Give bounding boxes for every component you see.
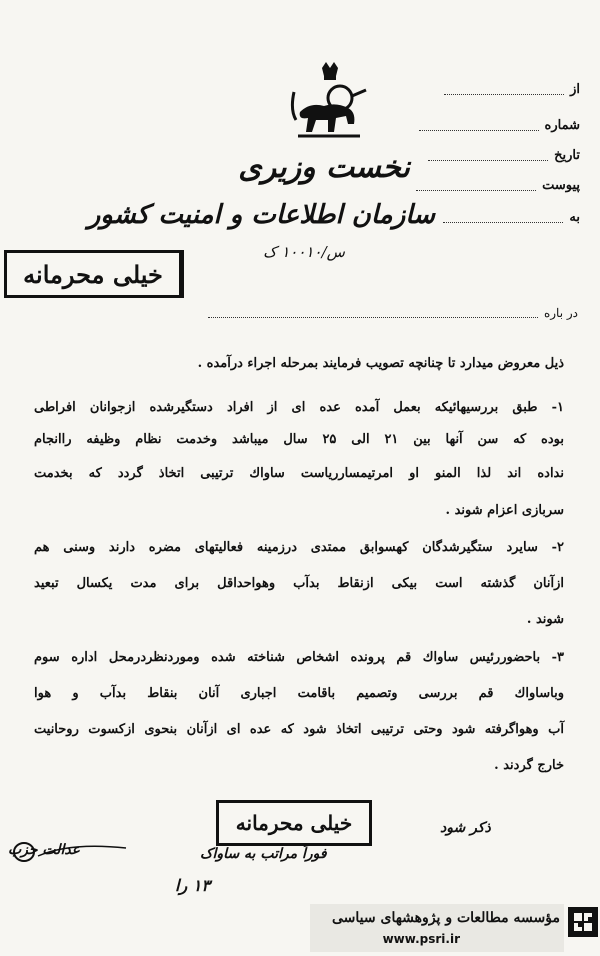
- subject-line: [208, 309, 538, 318]
- date-line: [428, 150, 548, 161]
- letterhead-subtitle: سازمان اطلاعات و امنیت کشور: [87, 200, 435, 230]
- item2-line1: ۲- سایرد ستگیرشدگان کهسوابق ممتدی درزمینه فعالیتهای مضره دارند وسنی هم: [34, 540, 564, 555]
- number-line: [419, 120, 539, 131]
- item1-line4: سربازی اعزام شوند .: [445, 503, 564, 518]
- handwritten-initials: ۱۳ را: [175, 876, 210, 895]
- from-field: [444, 82, 580, 97]
- item3-line4: خارج گردند .: [494, 758, 564, 773]
- to-line: [443, 212, 563, 223]
- document-number: س/۱۰۰۱۰ ک: [263, 243, 345, 261]
- footer-website[interactable]: www.psri.ir: [382, 932, 460, 946]
- lion-and-sun-emblem-icon: [290, 62, 370, 152]
- item2-line2: ازآنان گذشته است بیکی ازنقاط بدآب وهواحداقل برای مدت یکسال تبعید: [34, 576, 564, 591]
- from-line: [444, 84, 564, 95]
- to-field: [443, 210, 580, 225]
- date-label: تاریخ: [554, 148, 580, 163]
- number-field: [419, 118, 580, 133]
- handwritten-note-mid: فوراً مراتب به ساواک: [200, 846, 327, 862]
- handwritten-note-left: عدالت حزب: [8, 842, 81, 858]
- item2-line3: شوند .: [526, 612, 564, 627]
- bottom-classification-stamp: خیلی محرمانه: [216, 800, 372, 846]
- footer-org-name: مؤسسه مطالعات و پژوهشهای سیاسی: [332, 910, 560, 926]
- classification-stamp: خیلی محرمانه: [4, 250, 184, 298]
- attachment-line: [416, 180, 536, 191]
- item1-line1: ۱- طبق بررسیهائیکه بعمل آمده عده ای از افراد دستگیرشده ازجوانان افراطی: [34, 400, 564, 415]
- subject-field: [208, 306, 578, 320]
- to-label: به: [569, 210, 580, 225]
- letterhead-title: نخست وزیری: [238, 150, 410, 185]
- handwritten-signature: ذکر شود: [440, 820, 491, 836]
- item1-line3: نداده اند لذا المنو او امرتیمساررياست ساواك ترتيبی اتخاذ گردد که بخدمت: [34, 466, 564, 481]
- item3-line1: ۳- باحضوررئیس ساواك قم پرونده اشخاص شناخته شده وموردنظردرمحل اداره سوم: [34, 650, 564, 665]
- date-field: [428, 148, 580, 163]
- subject-label: در باره: [543, 306, 578, 320]
- number-label: شماره: [544, 118, 580, 133]
- body-intro: ذیل معروض میدارد تا چنانچه تصویب فرمایند بمرحله اجراء درآمده .: [197, 356, 564, 371]
- item3-line2: وباساواك قم بررسی وتصمیم باقامت اجباری آنان بنقاط بدآب و هوا: [34, 686, 564, 701]
- item1-line2: بوده که سن آنها بین ۲۱ الی ۲۵ سال میباشد وخدمت نظام وظیفه راانجام: [34, 432, 564, 447]
- attachment-field: [416, 178, 580, 193]
- attachment-label: پیوست: [542, 178, 580, 193]
- institute-logo-icon: [568, 907, 598, 937]
- from-label: از: [570, 82, 580, 97]
- handwritten-circle-mark-icon: [10, 838, 130, 868]
- item3-line3: آب وهواگرفته شود وحتی ترتیبی اتخاذ شود که عده ای ازآنان بنحوی ازکسوت روحانیت: [34, 722, 564, 737]
